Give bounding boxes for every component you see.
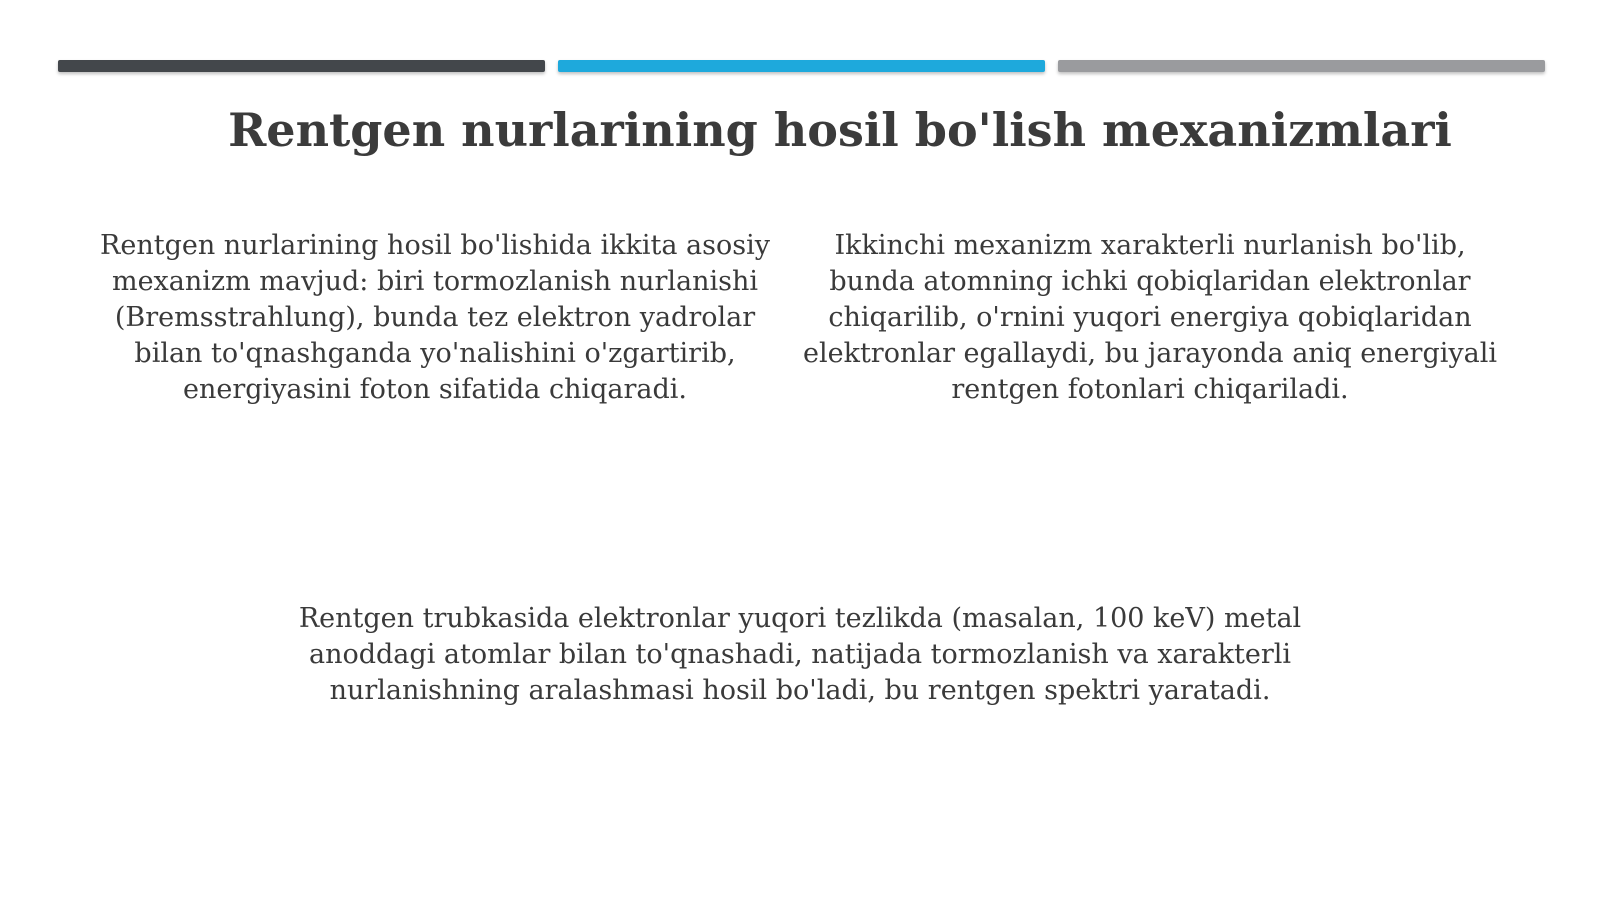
- left-paragraph: Rentgen nurlarining hosil bo'lishida ikkita asosiy mexanizm mavjud: biri tormozlanish nurlanishi (Bremsstrahlung), bunda tez elektron yadrolar bilan to'qnashganda yo'nalishini o'zgartirib, energiyasini foton sifatida chiqaradi.: [100, 230, 770, 405]
- bottom-paragraph: Rentgen trubkasida elektronlar yuqori tezlikda (masalan, 100 keV) metal anoddagi atomlar bilan to'qnashadi, natijada tormozlanish va xarakterli nurlanishning aralashmasi hosil bo'ladi, bu rentgen spektri yaratadi.: [298, 603, 1302, 706]
- accent-bar-blue: [558, 60, 1045, 72]
- accent-bar-gray: [1058, 60, 1545, 72]
- accent-bar-dark: [58, 60, 545, 72]
- slide-title: Rentgen nurlarining hosil bo'lish mexanizmlari: [228, 103, 1452, 157]
- right-paragraph: Ikkinchi mexanizm xarakterli nurlanish bo'lib, bunda atomning ichki qobiqlaridan elektronlar chiqarilib, o'rnini yuqori energiya qobiqlaridan elektronlar egallaydi, bu jarayonda aniq energiyali rentgen fotonlari chiqariladi.: [802, 230, 1497, 405]
